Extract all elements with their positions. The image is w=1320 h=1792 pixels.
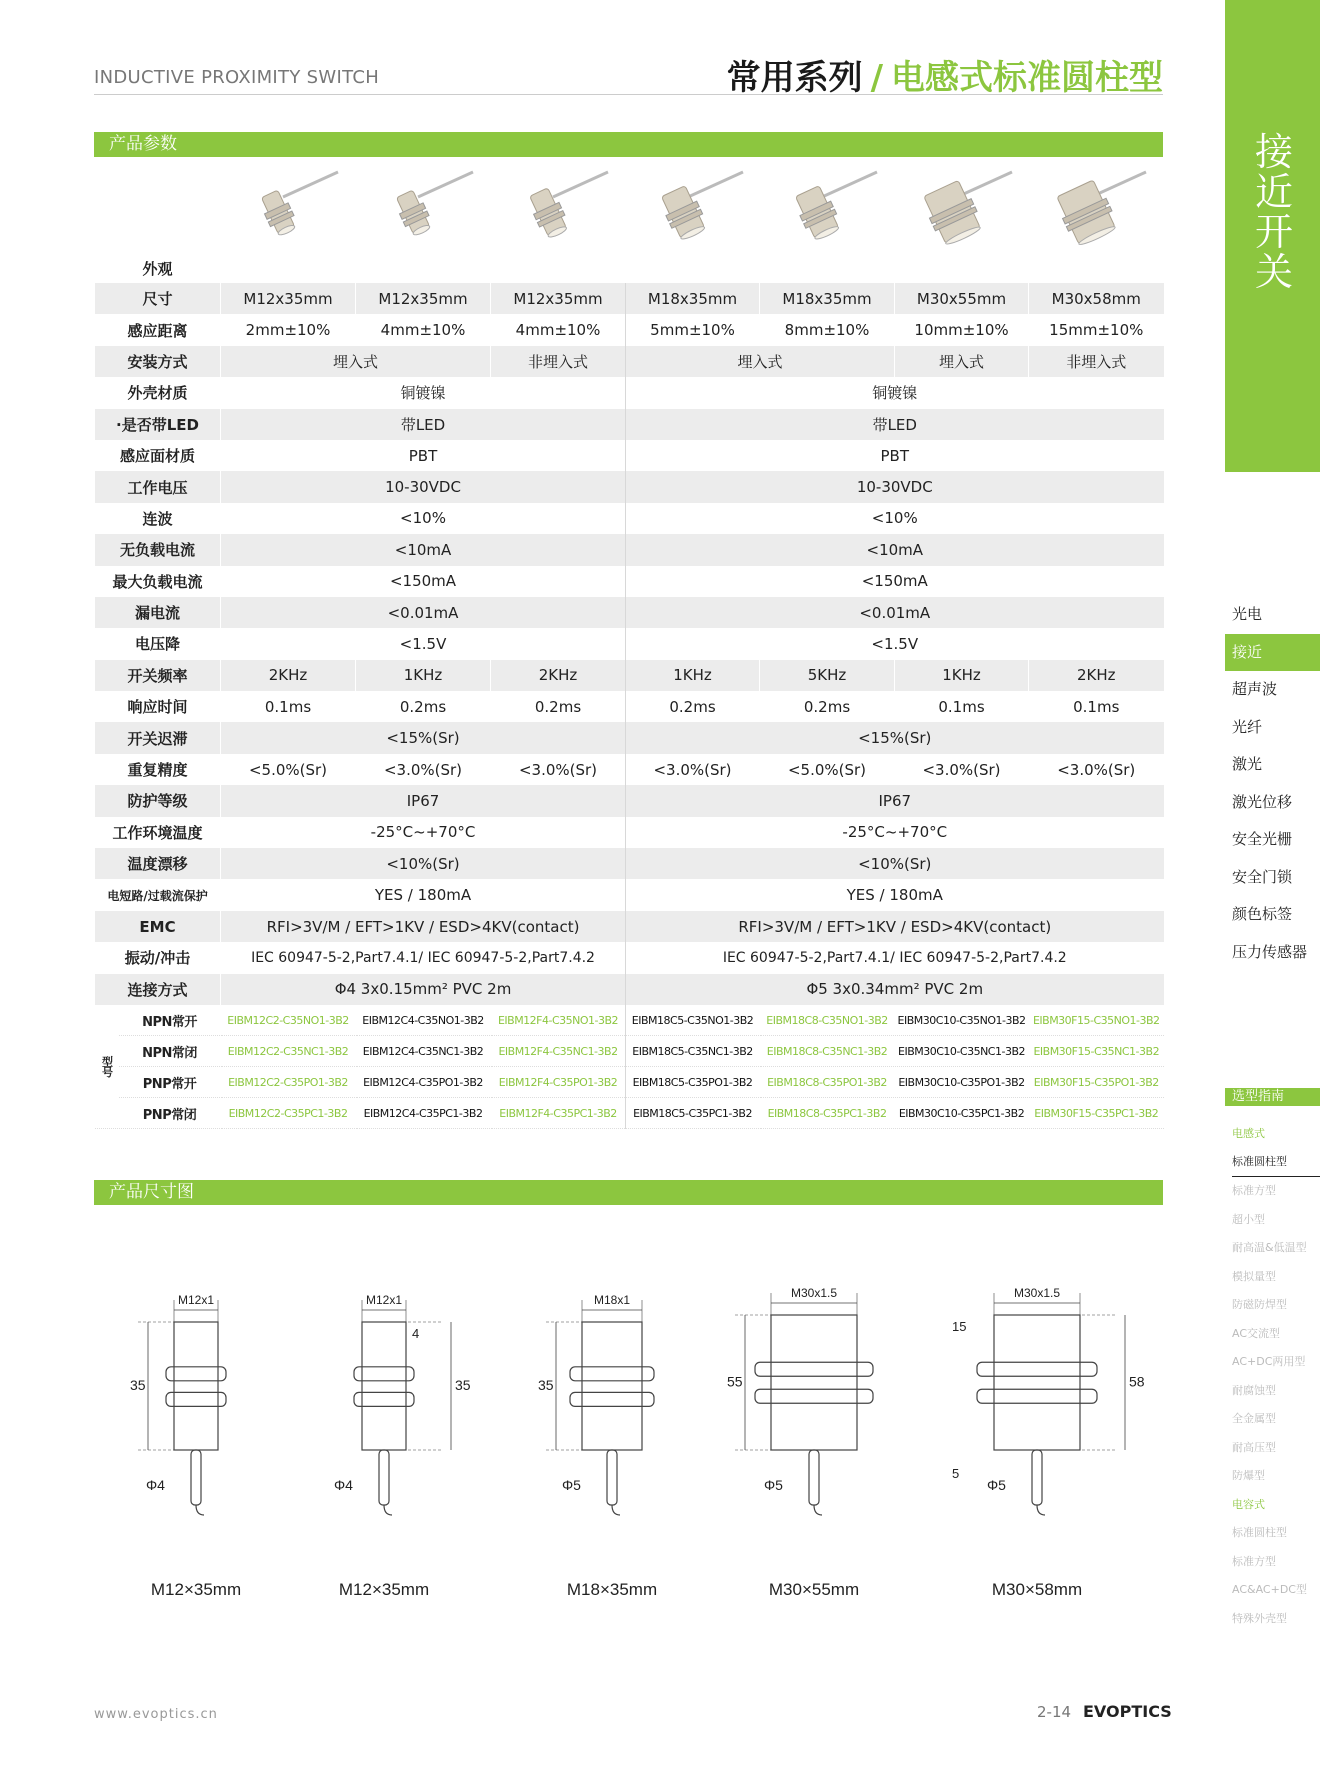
sensor-cable-end — [196, 1505, 204, 1515]
spec-value: YES / 180mA — [626, 879, 1164, 910]
spec-value: IEC 60947-5-2,Part7.4.1/ IEC 60947-5-2,Part7.4.2 — [626, 942, 1164, 973]
product-image — [356, 157, 491, 283]
length-label: 35 — [130, 1377, 146, 1393]
spec-row-noload — [95, 534, 1164, 565]
model-code: EIBM12C4-C35NC1-3B2 — [356, 1036, 491, 1067]
spec-label: 工作电压 — [95, 471, 221, 502]
guide-menu-item[interactable]: 耐腐蚀型 — [1232, 1383, 1276, 1397]
spec-value: <10%(Sr) — [626, 848, 1164, 879]
model-code: EIBM18C5-C35NC1-3B2 — [626, 1036, 760, 1067]
spec-row-drift — [95, 848, 1164, 879]
dimension-drawings — [94, 1240, 1163, 1600]
spec-label: 外壳材质 — [95, 377, 221, 408]
spec-row-mount — [95, 346, 1164, 377]
length-label: 35 — [538, 1377, 554, 1393]
sensor-cable-end — [612, 1505, 620, 1515]
spec-label: 安装方式 — [95, 346, 221, 377]
sensor-cable — [607, 1450, 617, 1505]
spec-value: M18x35mm — [626, 283, 760, 314]
title-slash: / — [870, 58, 883, 98]
model-code: EIBM30C10-C35PO1-3B2 — [895, 1067, 1029, 1098]
guide-menu-item[interactable]: 耐高压型 — [1232, 1440, 1276, 1454]
spec-label: 振动/冲击 — [95, 942, 221, 973]
spec-value: 5KHz — [760, 660, 895, 691]
spec-value: 埋入式 — [626, 346, 895, 377]
spec-value: 0.1ms — [221, 691, 356, 722]
spec-row-freq — [95, 660, 1164, 691]
model-code: EIBM18C5-C35NO1-3B2 — [626, 1005, 760, 1036]
extra-dim-label: 15 — [952, 1319, 967, 1334]
title-main: 常用系列 — [726, 58, 863, 98]
model-code: EIBM12C2-C35NO1-3B2 — [221, 1005, 356, 1036]
sensor-body — [994, 1315, 1080, 1450]
spec-value: 15mm±10% — [1029, 314, 1164, 345]
spec-row-face — [95, 440, 1164, 471]
cable-label: Φ4 — [334, 1477, 353, 1493]
guide-menu-item[interactable]: AC交流型 — [1232, 1326, 1281, 1340]
spec-row-response — [95, 691, 1164, 722]
spec-value: <3.0%(Sr) — [491, 754, 626, 785]
model-code: EIBM30C10-C35PC1-3B2 — [895, 1098, 1029, 1129]
spec-value: IEC 60947-5-2,Part7.4.1/ IEC 60947-5-2,Part7.4.2 — [221, 942, 626, 973]
model-code: EIBM30C10-C35NC1-3B2 — [895, 1036, 1029, 1067]
length-label: 55 — [727, 1373, 743, 1390]
spec-value: 非埋入式 — [491, 346, 626, 377]
spec-row-vib — [95, 942, 1164, 973]
sensor-cable — [1032, 1450, 1042, 1505]
spec-value: <5.0%(Sr) — [760, 754, 895, 785]
guide-menu-item[interactable]: AC+DC两用型 — [1232, 1355, 1306, 1368]
spec-label: 尺寸 — [95, 283, 221, 314]
sensor-icon — [1041, 167, 1151, 257]
model-code: EIBM12C4-C35PC1-3B2 — [356, 1098, 491, 1129]
sensor-cable — [809, 1450, 819, 1505]
guide-menu-item[interactable]: AC&AC+DC型 — [1232, 1583, 1307, 1596]
sensor-icon — [233, 167, 343, 257]
spec-row-drop — [95, 628, 1164, 659]
spec-value: <3.0%(Sr) — [895, 754, 1029, 785]
sensor-body — [362, 1322, 406, 1450]
spec-value: 埋入式 — [895, 346, 1029, 377]
spec-value: 1KHz — [895, 660, 1029, 691]
model-code: EIBM18C5-C35PC1-3B2 — [626, 1098, 760, 1129]
thread-label: M30x1.5 — [790, 1286, 838, 1300]
spec-value: IP67 — [626, 785, 1164, 816]
spec-value: <15%(Sr) — [626, 722, 1164, 753]
spec-value: 带LED — [626, 409, 1164, 440]
model-code: EIBM18C8-C35NO1-3B2 — [760, 1005, 895, 1036]
product-image — [760, 157, 895, 283]
spec-value: 8mm±10% — [760, 314, 895, 345]
spec-value: M18x35mm — [760, 283, 895, 314]
spec-value: <3.0%(Sr) — [626, 754, 760, 785]
side-category-label: 接近开关 — [1254, 130, 1293, 294]
sensor-body — [771, 1315, 857, 1450]
length-label: 58 — [1129, 1373, 1145, 1390]
spec-label: 无负载电流 — [95, 534, 221, 565]
spec-label: 连接方式 — [95, 974, 221, 1005]
spec-value: -25°C~+70°C — [626, 817, 1164, 848]
spec-label: 工作环境温度 — [95, 817, 221, 848]
side-menu-item[interactable]: 安全门锁 — [1232, 867, 1293, 886]
spec-value: M12x35mm — [356, 283, 491, 314]
guide-menu-item[interactable]: 耐高温&低温型 — [1232, 1241, 1307, 1254]
model-code: EIBM18C8-C35PC1-3B2 — [760, 1098, 895, 1129]
guide-menu-item[interactable]: 标准圆柱型 — [1232, 1149, 1320, 1178]
sensor-cable — [379, 1450, 389, 1505]
spec-row-ripple — [95, 503, 1164, 534]
thread-label: M12x1 — [365, 1293, 403, 1307]
side-menu — [1225, 596, 1320, 971]
header-subtitle: INDUCTIVE PROXIMITY SWITCH — [94, 67, 380, 88]
spec-value: 1KHz — [356, 660, 491, 691]
model-row — [95, 1067, 1164, 1098]
side-menu-item[interactable]: 激光位移 — [1232, 792, 1293, 811]
model-type-label: PNP常开 — [119, 1067, 221, 1098]
page-number: 2-14 — [1037, 1703, 1072, 1721]
sensor-nut — [354, 1392, 414, 1406]
spec-value: 0.1ms — [1029, 691, 1164, 722]
model-code: EIBM30C10-C35NO1-3B2 — [895, 1005, 1029, 1036]
drawing-caption: M12×35mm — [150, 1580, 242, 1599]
brand-logo: EVOPTICS — [1083, 1702, 1172, 1721]
product-image — [895, 157, 1029, 283]
spec-value: M30x55mm — [895, 283, 1029, 314]
spec-label: 开关频率 — [95, 660, 221, 691]
model-row — [95, 1005, 1164, 1036]
spec-value: 0.1ms — [895, 691, 1029, 722]
side-menu-item[interactable]: 超声波 — [1232, 680, 1278, 698]
drawing-caption: M30×55mm — [768, 1580, 860, 1599]
spec-value: <5.0%(Sr) — [221, 754, 356, 785]
spec-row-voltage — [95, 471, 1164, 502]
spec-value: 2KHz — [491, 660, 626, 691]
spec-value: 10-30VDC — [626, 471, 1164, 502]
spec-value: IP67 — [221, 785, 626, 816]
model-type-label: NPN常开 — [119, 1005, 221, 1036]
model-code: EIBM18C8-C35PO1-3B2 — [760, 1067, 895, 1098]
spec-value: <3.0%(Sr) — [356, 754, 491, 785]
spec-value: <10% — [626, 503, 1164, 534]
sensor-cable-end — [384, 1505, 392, 1515]
extra-dim-label: 5 — [952, 1466, 960, 1481]
spec-label: 防护等级 — [95, 785, 221, 816]
spec-value: 4mm±10% — [491, 314, 626, 345]
section-dims-bar: 产品尺寸图 — [94, 1180, 1163, 1205]
spec-value: 0.2ms — [626, 691, 760, 722]
spec-value: Φ5 3x0.34mm² PVC 2m — [626, 974, 1164, 1005]
spec-value: <10mA — [626, 534, 1164, 565]
model-code: EIBM12F4-C35PC1-3B2 — [491, 1098, 626, 1129]
spec-value: 非埋入式 — [1029, 346, 1164, 377]
footer-url[interactable]: www.evoptics.cn — [94, 1707, 218, 1722]
model-code: EIBM12C4-C35NO1-3B2 — [356, 1005, 491, 1036]
product-image — [221, 157, 356, 283]
model-type-label: NPN常闭 — [119, 1036, 221, 1067]
model-row — [95, 1098, 1164, 1129]
side-menu-item[interactable]: 接近 — [1225, 634, 1320, 672]
guide-menu-item[interactable]: 电容式 — [1232, 1497, 1265, 1511]
spec-value: PBT — [626, 440, 1164, 471]
model-code: EIBM18C8-C35NC1-3B2 — [760, 1036, 895, 1067]
guide-menu-item[interactable]: 模拟量型 — [1232, 1269, 1276, 1283]
thread-label: M12x1 — [177, 1293, 215, 1307]
spec-row-maxload — [95, 566, 1164, 597]
spec-value: <1.5V — [626, 628, 1164, 659]
spec-row-distance — [95, 314, 1164, 345]
guide-menu-item[interactable]: 防爆型 — [1232, 1469, 1265, 1482]
sensor-icon — [772, 167, 882, 257]
label-appearance: 外观 — [95, 157, 221, 283]
spec-row-temp — [95, 817, 1164, 848]
sensor-cable — [191, 1450, 201, 1505]
spec-value: RFI>3V/M / EFT>1KV / ESD>4KV(contact) — [221, 911, 626, 942]
sensor-icon — [368, 167, 478, 257]
spec-row-emc — [95, 911, 1164, 942]
spec-value: <0.01mA — [221, 597, 626, 628]
spec-value: RFI>3V/M / EFT>1KV / ESD>4KV(contact) — [626, 911, 1164, 942]
spec-value: <150mA — [626, 566, 1164, 597]
spec-label: 连波 — [95, 503, 221, 534]
spec-row-hyst — [95, 722, 1164, 753]
spec-value: M30x58mm — [1029, 283, 1164, 314]
model-code: EIBM30F15-C35NC1-3B2 — [1029, 1036, 1164, 1067]
section-params-bar: 产品参数 — [94, 132, 1163, 157]
cable-label: Φ5 — [764, 1477, 783, 1493]
spec-label: ·是否带LED — [95, 409, 221, 440]
spec-value: <150mA — [221, 566, 626, 597]
spec-value: <3.0%(Sr) — [1029, 754, 1164, 785]
spec-row-led — [95, 409, 1164, 440]
extra-dim-label: 4 — [412, 1326, 420, 1341]
spec-value: -25°C~+70°C — [221, 817, 626, 848]
spec-value: 0.2ms — [760, 691, 895, 722]
spec-label: 响应时间 — [95, 691, 221, 722]
sensor-icon — [503, 167, 613, 257]
drawing-caption: M18×35mm — [566, 1580, 658, 1599]
model-code: EIBM12C2-C35PO1-3B2 — [221, 1067, 356, 1098]
model-type-label: PNP常闭 — [119, 1098, 221, 1129]
guide-menu-item[interactable]: 标准圆柱型 — [1232, 1526, 1287, 1539]
model-code: EIBM12C2-C35PC1-3B2 — [221, 1098, 356, 1129]
spec-row-repeat — [95, 754, 1164, 785]
side-menu-item[interactable]: 光纤 — [1232, 717, 1263, 736]
guide-menu-item[interactable]: 标准方型 — [1232, 1184, 1276, 1197]
drawing-caption: M12×35mm — [338, 1580, 430, 1599]
drawing-caption: M30×58mm — [991, 1580, 1083, 1599]
title-sub: 电感式标准圆柱型 — [891, 58, 1163, 98]
cable-label: Φ5 — [562, 1477, 581, 1493]
spec-value: 2KHz — [221, 660, 356, 691]
side-category-tab[interactable] — [1225, 0, 1320, 472]
spec-value: 5mm±10% — [626, 314, 760, 345]
spec-value: 10mm±10% — [895, 314, 1029, 345]
model-code: EIBM12F4-C35PO1-3B2 — [491, 1067, 626, 1098]
thread-label: M30x1.5 — [1013, 1286, 1061, 1300]
header-divider — [94, 94, 1163, 95]
sensor-nut — [166, 1367, 226, 1381]
spec-value: 0.2ms — [491, 691, 626, 722]
guide-menu-item[interactable]: 全金属型 — [1232, 1412, 1276, 1425]
spec-label: 温度漂移 — [95, 848, 221, 879]
guide-menu-item[interactable]: 电感式 — [1232, 1127, 1265, 1140]
sensor-icon — [638, 167, 748, 257]
spec-value: 带LED — [221, 409, 626, 440]
spec-value: 4mm±10% — [356, 314, 491, 345]
spec-row-conn — [95, 974, 1164, 1005]
sensor-nut — [977, 1362, 1097, 1376]
sensor-nut — [755, 1389, 873, 1403]
model-code: EIBM30F15-C35PO1-3B2 — [1029, 1067, 1164, 1098]
model-code: EIBM30F15-C35NO1-3B2 — [1029, 1005, 1164, 1036]
guide-menu-item[interactable]: 标准方型 — [1232, 1554, 1276, 1568]
spec-value: 0.2ms — [356, 691, 491, 722]
guide-menu — [1232, 1120, 1320, 1633]
guide-menu-item[interactable]: 防磁防焊型 — [1232, 1298, 1287, 1311]
spec-label: 漏电流 — [95, 597, 221, 628]
spec-row-ip — [95, 785, 1164, 816]
side-menu-item[interactable]: 颜色标签 — [1232, 905, 1293, 923]
sensor-icon — [907, 167, 1017, 257]
product-image — [1029, 157, 1164, 283]
model-code: EIBM12F4-C35NC1-3B2 — [491, 1036, 626, 1067]
sensor-body — [174, 1322, 218, 1450]
side-menu-item[interactable]: 激光 — [1232, 755, 1263, 773]
spec-value: <10%(Sr) — [221, 848, 626, 879]
model-code: EIBM18C5-C35PO1-3B2 — [626, 1067, 760, 1098]
sensor-cable-end — [814, 1505, 822, 1515]
page-title — [727, 50, 1163, 99]
spec-row-size — [95, 283, 1164, 314]
spec-label: 重复精度 — [95, 754, 221, 785]
spec-value: <0.01mA — [626, 597, 1164, 628]
guide-menu-item[interactable]: 超小型 — [1232, 1212, 1265, 1226]
spec-value: 10-30VDC — [221, 471, 626, 502]
spec-value: M12x35mm — [221, 283, 356, 314]
side-menu-item[interactable]: 压力传感器 — [1232, 942, 1308, 961]
model-code: EIBM12C4-C35PO1-3B2 — [356, 1067, 491, 1098]
spec-value: <1.5V — [221, 628, 626, 659]
spec-value: <10mA — [221, 534, 626, 565]
spec-label: 电压降 — [95, 628, 221, 659]
spec-value: 铜镀镍 — [626, 377, 1164, 408]
spec-value: <10% — [221, 503, 626, 534]
spec-value: M12x35mm — [491, 283, 626, 314]
guide-title: 选型指南 — [1225, 1088, 1320, 1106]
model-row — [95, 1036, 1164, 1067]
model-code: EIBM12C2-C35NC1-3B2 — [221, 1036, 356, 1067]
model-group-label: 型号 — [95, 1005, 119, 1129]
spec-label: 感应距离 — [95, 314, 221, 345]
cable-label: Φ4 — [146, 1477, 165, 1493]
product-image — [491, 157, 626, 283]
sensor-body — [582, 1322, 642, 1450]
thread-label: M18x1 — [593, 1293, 631, 1307]
sensor-nut — [755, 1362, 873, 1376]
spec-row-housing — [95, 377, 1164, 408]
spec-label: 开关迟滞 — [95, 722, 221, 753]
sensor-cable-end — [1037, 1505, 1045, 1515]
spec-value: 2KHz — [1029, 660, 1164, 691]
sensor-nut — [166, 1392, 226, 1406]
spec-row-leak — [95, 597, 1164, 628]
spec-label: EMC — [95, 911, 221, 942]
spec-label: 最大负载电流 — [95, 566, 221, 597]
side-menu-item[interactable]: 光电 — [1232, 605, 1263, 623]
spec-value: <15%(Sr) — [221, 722, 626, 753]
guide-menu-item[interactable]: 特殊外壳型 — [1232, 1611, 1287, 1625]
side-menu-item[interactable]: 安全光栅 — [1232, 830, 1293, 848]
sensor-nut — [354, 1367, 414, 1381]
product-image — [626, 157, 760, 283]
spec-label: 感应面材质 — [95, 440, 221, 471]
cable-label: Φ5 — [987, 1477, 1006, 1493]
spec-value: 埋入式 — [221, 346, 491, 377]
spec-value: 2mm±10% — [221, 314, 356, 345]
spec-value: YES / 180mA — [221, 879, 626, 910]
model-code: EIBM30F15-C35PC1-3B2 — [1029, 1098, 1164, 1129]
spec-label: 电短路/过载流保护 — [95, 879, 221, 910]
spec-row-short — [95, 879, 1164, 910]
spec-value: 铜镀镍 — [221, 377, 626, 408]
spec-value: PBT — [221, 440, 626, 471]
model-code: EIBM12F4-C35NO1-3B2 — [491, 1005, 626, 1036]
spec-table — [94, 157, 1164, 1129]
length-label: 35 — [455, 1377, 471, 1393]
spec-value: Φ4 3x0.15mm² PVC 2m — [221, 974, 626, 1005]
spec-value: 1KHz — [626, 660, 760, 691]
sensor-nut — [977, 1389, 1097, 1403]
